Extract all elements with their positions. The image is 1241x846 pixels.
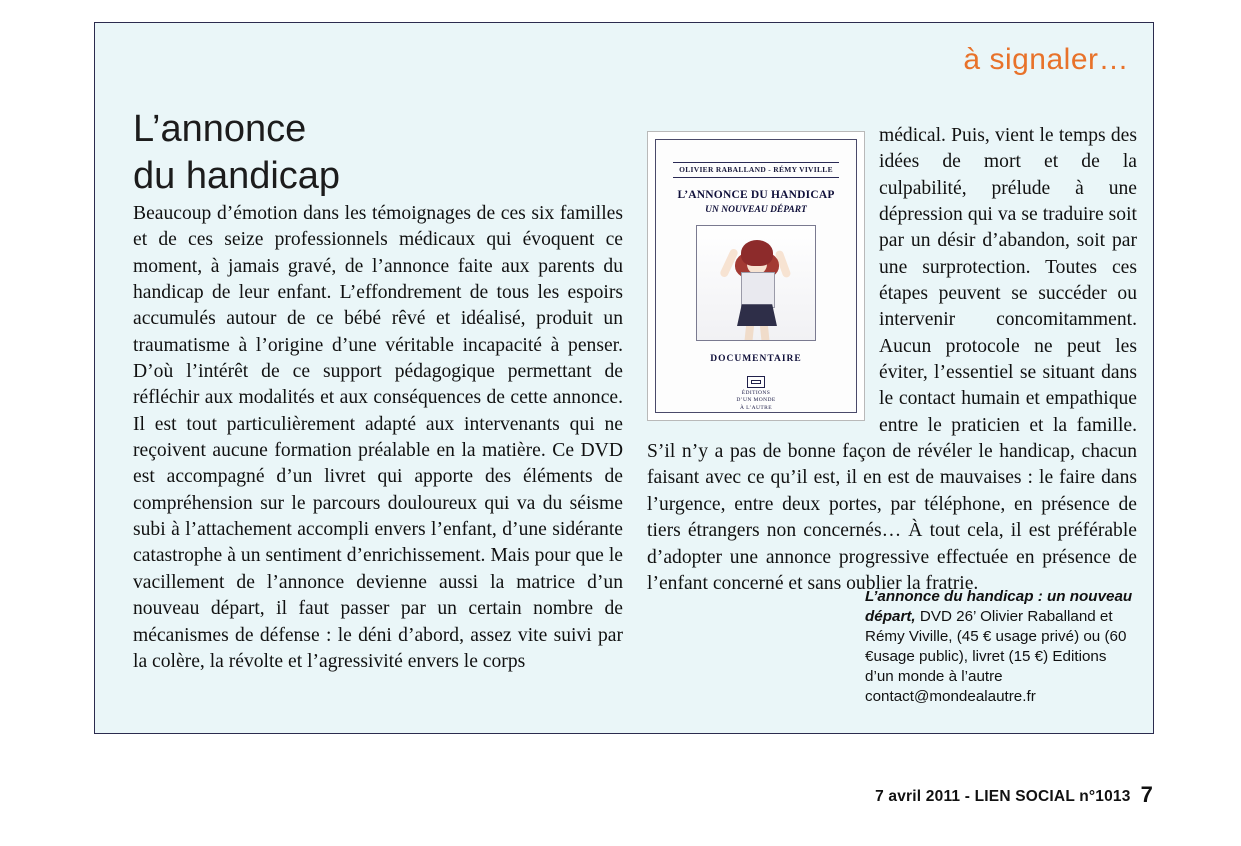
dvd-cover-illustration	[696, 225, 816, 341]
article-column-left	[133, 201, 623, 675]
section-rubric: à signaler…	[963, 43, 1129, 76]
dvd-credits-details: DVD 26’ Olivier Raballand et Rémy Viville, (45 € usage privé) ou (60 €usage public), livret (15 €) Editions d’un monde à l’autre contact@mondealautre.fr	[865, 608, 1127, 706]
footer-issue-line: 7 avril 2011 - LIEN SOCIAL n°1013	[875, 788, 1131, 805]
dvd-cover-image	[647, 131, 865, 421]
page-number: 7	[1140, 782, 1153, 807]
illustration-hair	[741, 240, 773, 266]
publisher-logo-icon	[747, 376, 765, 388]
publisher-line-1: ÉDITIONS	[741, 389, 771, 396]
publisher-line-2: D’UN MONDE	[736, 397, 776, 404]
headline-line-2: du handicap	[133, 154, 341, 197]
dvd-cover-artwork	[647, 131, 865, 421]
illustration-leg-right	[760, 324, 770, 341]
illustration-torso	[741, 272, 775, 308]
page-footer	[875, 782, 1153, 808]
dvd-cover-authors: OLIVIER RABALLAND - RÉMY VIVILLE	[673, 162, 839, 178]
article-body-right: médical. Puis, vient le temps des idées de mort et de la culpabilité, prélude à une dépression qui va se traduire soit par un désir d’abandon, soit par une surprotection. Toutes ces étapes peuvent se succéder ou intervenir concomitamment. Aucun protocole ne peut les éviter, l’essentiel se situant dans le contact humain et empathique entre le praticien et la famille. S’il n’y a pas de bonne façon de révéler le handicap, chacun faisant avec ce qu’il est, il en est de mauvaises : le faire dans l’urgence, entre deux portes, par téléphone, en présence de tiers étrangers non concernés… À tout cela, il est préférable d’adopter une annonce progressive effectuée en présence de l’enfant concerné et sans oublier la fratrie.	[647, 125, 1137, 594]
page-title	[133, 106, 653, 199]
dvd-credits	[865, 587, 1137, 707]
dvd-cover-subtitle: UN NOUVEAU DÉPART	[705, 205, 807, 216]
headline-line-1: L’annonce	[133, 108, 307, 151]
dvd-cover-inner	[655, 139, 857, 413]
article-body-left: Beaucoup d’émotion dans les témoignages de ces six familles et de ces seize professionnels médicaux qui évoquent ce moment, à jamais gravé, de l’annonce faite aux parents du handicap de leur enfant. L’effondrement de tous les espoirs accumulés autour de ce bébé rêvé et idéalisé, produit un traumatisme à l’origine d’une véritable incapacité à penser. D’où l’intérêt de ce support pédagogique permettant de réfléchir aux modalités et aux conséquences de cette annonce. Il est tout particulièrement adapté aux intervenants qui ne reçoivent aucune formation préalable en la matière. Ce DVD est accompagné d’un livret qui apporte des éléments de compréhension sur le parcours douloureux qui va du séisme subi à l’attachement accompli envers l’enfant, d’une sidérante catastrophe à un sentiment d’enrichissement. Mais pour que le vacillement de l’annonce devienne aussi la matrice d’un nouveau départ, il faut passer par un certain nombre de mécanismes de défense : le déni d’abord, assez vite suivi par la colère, la révolte et l’agressivité envers le corps	[133, 203, 623, 672]
dvd-cover-kind: DOCUMENTAIRE	[710, 353, 802, 364]
dvd-cover-title: L’ANNONCE DU HANDICAP	[677, 189, 835, 202]
dvd-credits-title: L’annonce du handicap : un nouveau départ,	[865, 588, 1133, 626]
illustration-skirt	[737, 304, 777, 326]
article-panel	[94, 22, 1154, 734]
illustration-leg-left	[744, 324, 754, 341]
article-column-right	[647, 123, 1137, 597]
publisher-line-3: À L’AUTRE	[740, 404, 772, 411]
dvd-cover-publisher	[736, 376, 775, 412]
